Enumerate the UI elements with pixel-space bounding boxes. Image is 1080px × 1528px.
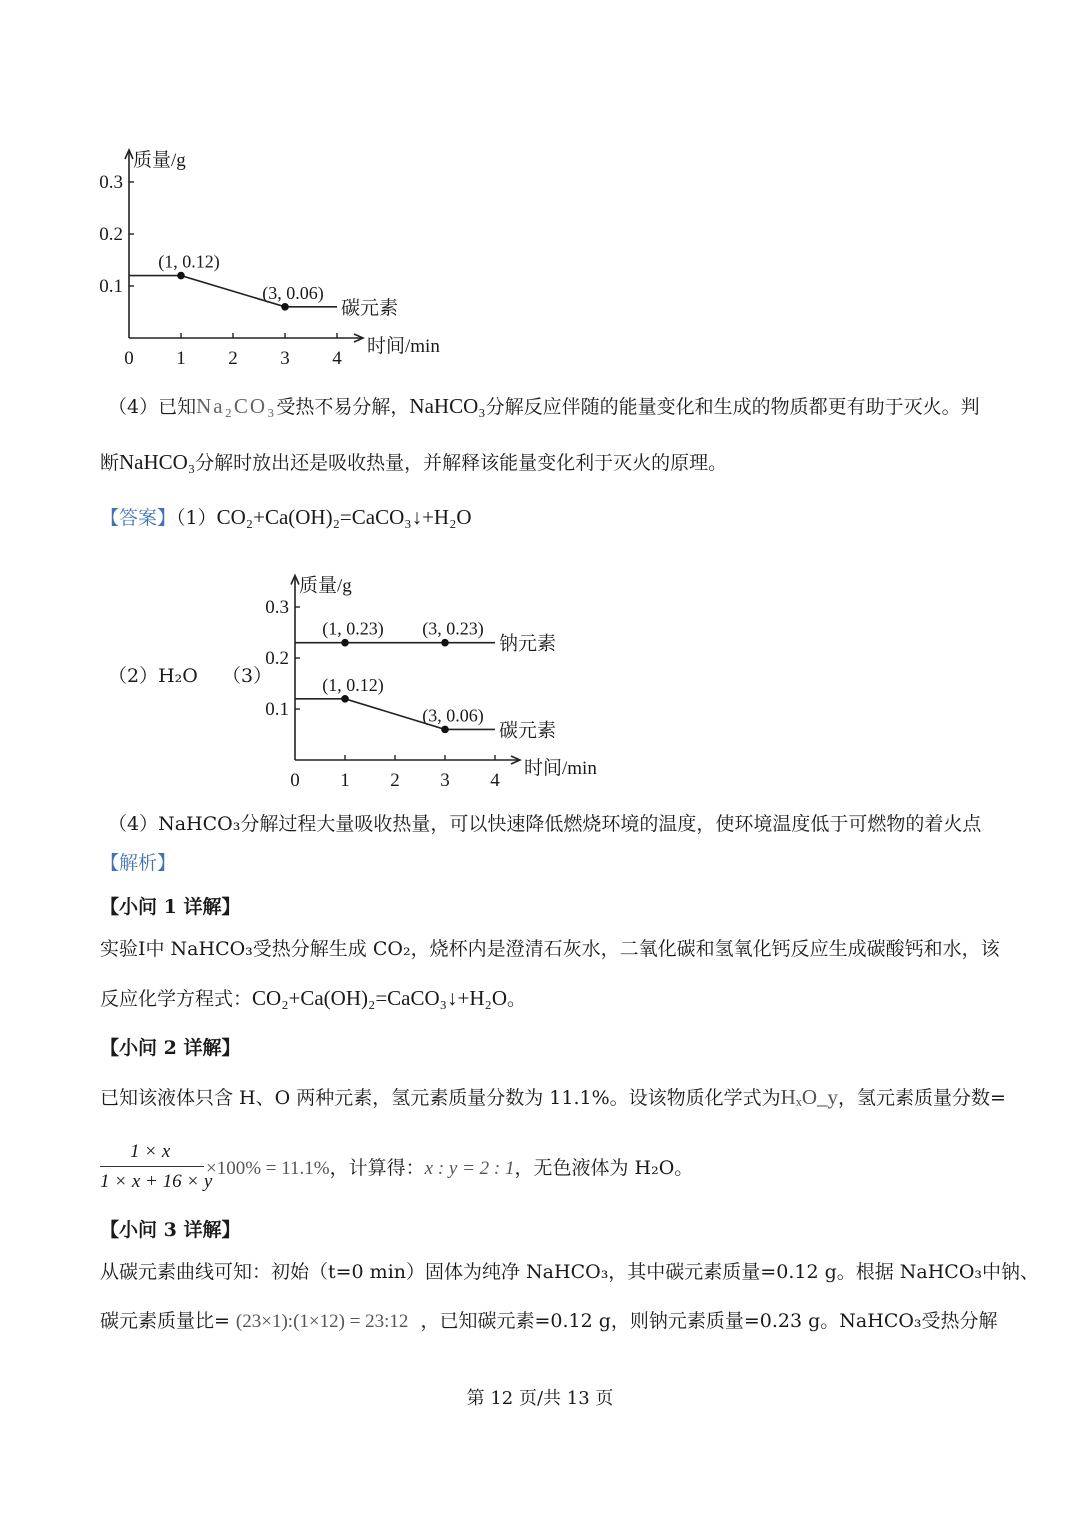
data-point [177, 272, 185, 280]
data-point [341, 639, 349, 647]
series-label: 碳元素 [499, 720, 557, 742]
mass-ratio: (23×1):(1×12) = 23:12 [235, 1311, 409, 1332]
sub-question-3-text-2: 碳元素质量比= (23×1):(1×12) = 23:12 ，已知碳元素=0.12 g，则钠元素质量=0.23 g。NaHCO₃受热分解 [100, 1310, 998, 1332]
x-tick-label: 0 [290, 770, 300, 791]
data-point [281, 303, 289, 311]
nahco3-formula: NaHCO₃ [119, 450, 196, 474]
hxoy-formula: HₓO_y [780, 1085, 839, 1109]
sub-question-1-heading: 【小问 1 详解】 [100, 896, 241, 918]
x-axis-label: 时间/min [367, 336, 440, 357]
sub-question-1-text-2: 反应化学方程式：CO₂+Ca(OH)₂=CaCO₃↓+H₂O。 [100, 986, 526, 1010]
data-point-label: (3, 0.06) [422, 705, 484, 726]
y-tick-label: 0.3 [265, 597, 289, 618]
data-point-label: (1, 0.23) [322, 618, 384, 639]
x-tick-label: 3 [440, 770, 450, 791]
sub-question-2-text-1: 已知该液体只含 H、O 两种元素，氢元素质量分数为 11.1%。设该物质化学式为HₓO_y，氢元素质量分数= [100, 1085, 1006, 1109]
x-tick-label: 1 [340, 770, 350, 791]
answer-line-1: 【答案】（1）CO₂+Ca(OH)₂=CaCO₃↓+H₂O [100, 505, 472, 529]
na2co3-formula: Na₂CO₃ [196, 394, 277, 418]
data-point-label: (3, 0.23) [422, 618, 484, 639]
y-tick-label: 0.1 [99, 276, 123, 297]
ratio: x : y = 2 : 1 [424, 1158, 515, 1179]
equation: CO₂+Ca(OH)₂=CaCO₃↓+H₂O [252, 986, 507, 1010]
carbon-mass-chart [0, 0, 1080, 380]
answer-part-4: （4）NaHCO₃分解过程大量吸收热量，可以快速降低燃烧环境的温度，使环境温度低于可燃物的着火点 [108, 813, 982, 835]
data-point [441, 639, 449, 647]
page-footer: 第 12 页/共 13 页 [466, 1388, 614, 1409]
answer-tag: 【答案】 [100, 507, 177, 529]
series-label: 碳元素 [341, 297, 399, 319]
x-tick-label: 4 [332, 348, 342, 369]
y-axis-label: 质量/g [299, 575, 352, 597]
answer-part-3-label: （3） [222, 665, 273, 687]
sub-question-1-text-1: 实验Ⅰ中 NaHCO₃受热分解生成 CO₂，烧杯内是澄清石灰水，二氧化碳和氢氧化钙反应生成碳酸钙和水，该 [100, 938, 1000, 960]
nahco3-formula: NaHCO₃ [409, 394, 486, 418]
answer-part-2: （2）H₂O [108, 665, 198, 687]
data-point [341, 695, 349, 703]
x-tick-label: 4 [490, 770, 500, 791]
series-label: 钠元素 [499, 633, 557, 655]
x-tick-label: 0 [124, 348, 134, 369]
sodium-carbon-mass-chart [0, 540, 1080, 800]
x-tick-label: 3 [280, 348, 290, 369]
x-axis-label: 时间/min [524, 758, 597, 779]
data-point-label: (1, 0.12) [322, 674, 384, 695]
fraction-bar [100, 1166, 204, 1167]
answer-equation: CO₂+Ca(OH)₂=CaCO₃↓+H₂O [216, 505, 472, 529]
x-tick-label: 1 [176, 348, 186, 369]
data-point-label: (1, 0.12) [158, 251, 220, 272]
y-tick-label: 0.1 [265, 699, 289, 720]
y-tick-label: 0.3 [99, 172, 123, 193]
analysis-tag: 【解析】 [100, 852, 177, 874]
sub-question-3-heading: 【小问 3 详解】 [100, 1219, 241, 1241]
y-axis-label: 质量/g [133, 150, 186, 171]
data-point-label: (3, 0.06) [262, 282, 324, 303]
x-tick-label: 2 [390, 770, 400, 791]
y-tick-label: 0.2 [99, 224, 123, 245]
fraction-numerator: 1 × x [130, 1141, 171, 1162]
data-point [441, 726, 449, 734]
question-4-line-1: （4）已知Na₂CO₃受热不易分解，NaHCO₃分解反应伴随的能量变化和生成的物质都更有助于灭火。判 [108, 394, 980, 418]
question-4-line-2: 断NaHCO₃分解时放出还是吸收热量，并解释该能量变化利于灭火的原理。 [100, 450, 728, 474]
fraction-denominator: 1 × x + 16 × y [100, 1171, 213, 1192]
sub-question-2-text-2: ×100% = 11.1%，计算得：x : y = 2 : 1，无色液体为 H₂O。 [206, 1157, 694, 1179]
x-tick-label: 2 [228, 348, 238, 369]
sub-question-3-text-1: 从碳元素曲线可知：初始（t=0 min）固体为纯净 NaHCO₃，其中碳元素质量=0.12 g。根据 NaHCO₃中钠、 [100, 1261, 1040, 1283]
y-tick-label: 0.2 [265, 648, 289, 669]
sub-question-2-heading: 【小问 2 详解】 [100, 1037, 241, 1059]
